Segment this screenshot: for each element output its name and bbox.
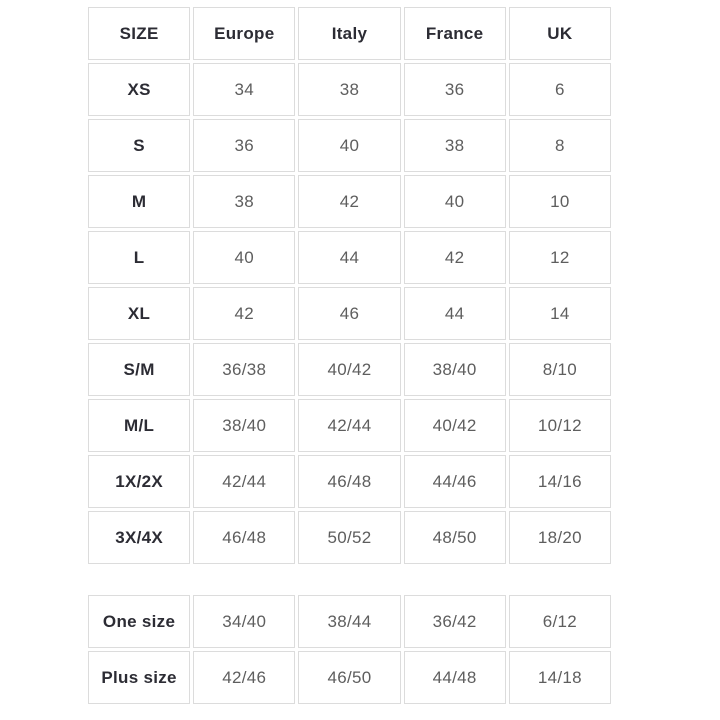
cell-m-l-france: 40/42 [404,399,506,452]
cell-s-m-uk: 8/10 [509,343,611,396]
table-row-3x-4x [88,511,611,564]
cell-xs-italy: 38 [298,63,400,116]
cell-1x-2x-europe: 42/44 [193,455,295,508]
row-label-3x-4x: 3X/4X [88,511,190,564]
cell-l-uk: 12 [509,231,611,284]
cell-plus-size-italy: 46/50 [298,651,400,704]
row-label-l: L [88,231,190,284]
cell-xl-uk: 14 [509,287,611,340]
row-label-one-size: One size [88,595,190,648]
cell-s-italy: 40 [298,119,400,172]
cell-s-m-france: 38/40 [404,343,506,396]
cell-plus-size-uk: 14/18 [509,651,611,704]
cell-m-italy: 42 [298,175,400,228]
cell-m-uk: 10 [509,175,611,228]
row-label-m: M [88,175,190,228]
cell-one-size-italy: 38/44 [298,595,400,648]
cell-xs-europe: 34 [193,63,295,116]
row-label-s: S [88,119,190,172]
row-label-xs: XS [88,63,190,116]
cell-m-l-italy: 42/44 [298,399,400,452]
table-row-xl [88,287,611,340]
row-label-plus-size: Plus size [88,651,190,704]
cell-one-size-france: 36/42 [404,595,506,648]
size-conversion-table [85,4,614,567]
special-sizes-body [88,595,611,704]
cell-1x-2x-italy: 46/48 [298,455,400,508]
column-header-france: France [404,7,506,60]
cell-one-size-uk: 6/12 [509,595,611,648]
cell-xs-france: 36 [404,63,506,116]
cell-3x-4x-europe: 46/48 [193,511,295,564]
cell-1x-2x-france: 44/46 [404,455,506,508]
table-row-s [88,119,611,172]
cell-l-france: 42 [404,231,506,284]
table-row-plus-size [88,651,611,704]
size-table-header [88,7,611,60]
cell-one-size-europe: 34/40 [193,595,295,648]
cell-m-l-europe: 38/40 [193,399,295,452]
cell-l-italy: 44 [298,231,400,284]
cell-xl-europe: 42 [193,287,295,340]
cell-m-l-uk: 10/12 [509,399,611,452]
special-sizes-table [85,592,614,707]
table-row-xs [88,63,611,116]
row-label-1x-2x: 1X/2X [88,455,190,508]
table-row-one-size [88,595,611,648]
row-label-xl: XL [88,287,190,340]
column-header-uk: UK [509,7,611,60]
cell-3x-4x-uk: 18/20 [509,511,611,564]
cell-l-europe: 40 [193,231,295,284]
table-row-l [88,231,611,284]
table-row-1x-2x [88,455,611,508]
cell-s-uk: 8 [509,119,611,172]
column-header-italy: Italy [298,7,400,60]
cell-s-europe: 36 [193,119,295,172]
cell-plus-size-europe: 42/46 [193,651,295,704]
cell-1x-2x-uk: 14/16 [509,455,611,508]
size-table-body [88,63,611,564]
column-header-size: SIZE [88,7,190,60]
column-header-europe: Europe [193,7,295,60]
row-label-s-m: S/M [88,343,190,396]
table-row-s-m [88,343,611,396]
cell-m-europe: 38 [193,175,295,228]
cell-m-france: 40 [404,175,506,228]
cell-xl-italy: 46 [298,287,400,340]
table-row-m [88,175,611,228]
cell-plus-size-france: 44/48 [404,651,506,704]
cell-3x-4x-france: 48/50 [404,511,506,564]
table-row-m-l [88,399,611,452]
cell-s-france: 38 [404,119,506,172]
cell-3x-4x-italy: 50/52 [298,511,400,564]
header-row [88,7,611,60]
cell-s-m-europe: 36/38 [193,343,295,396]
cell-s-m-italy: 40/42 [298,343,400,396]
row-label-m-l: M/L [88,399,190,452]
cell-xs-uk: 6 [509,63,611,116]
cell-xl-france: 44 [404,287,506,340]
